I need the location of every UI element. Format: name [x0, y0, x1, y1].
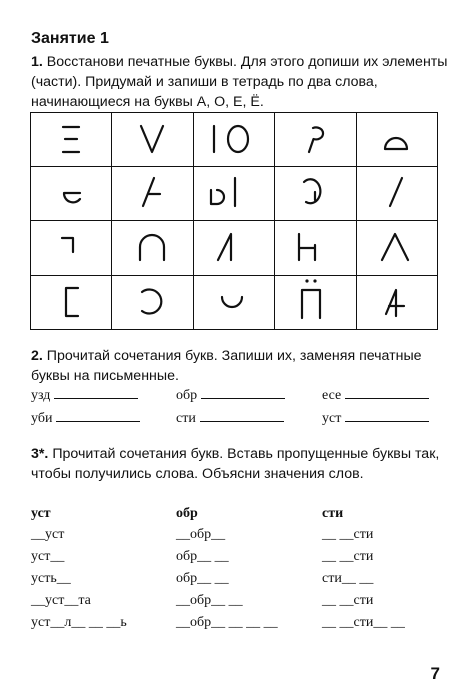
word-template: __ __сти: [322, 527, 374, 542]
exercise-2-instruction: [31, 346, 449, 386]
letter-fragment-1: [63, 127, 79, 152]
word-template: __ __сти: [322, 549, 374, 564]
page-number: 7: [430, 664, 440, 683]
letter-fragment-2: [141, 126, 163, 152]
letter-combination: узд: [31, 388, 138, 404]
letter-fragment-4: [309, 127, 323, 152]
word-template: __ __сти__ __: [322, 615, 405, 630]
letter-fragment-13: [218, 234, 231, 260]
word-template: __обр__ __: [176, 593, 243, 608]
letter-fragment-grid: [30, 112, 438, 330]
column-header: сти: [322, 506, 344, 521]
letter-fragment-8: [211, 178, 235, 206]
word-template: сти__ __: [322, 571, 374, 586]
letter-fragment-3: [214, 126, 248, 152]
letter-fragment-12: [140, 235, 164, 260]
letter-fragment-18: [222, 297, 242, 307]
letter-fragment-19: [302, 279, 320, 318]
exercise-number: 3*.: [31, 446, 49, 462]
word-template: __уст: [31, 527, 65, 542]
exercise-number: 2.: [31, 348, 43, 364]
letter-fragment-10: [390, 178, 402, 206]
word-template: __уст__та: [31, 593, 91, 608]
exercise-1-instruction: [31, 52, 449, 112]
letter-fragment-20: [386, 290, 404, 316]
letter-combination: уби: [31, 411, 140, 427]
column-header: обр: [176, 506, 198, 521]
letter-fragment-9: [304, 179, 320, 203]
letter-fragment-11: [62, 238, 73, 252]
word-template: усть__: [31, 571, 71, 586]
exercise-text: Восстанови печатные буквы. Для этого допиши их элементы (части). Придумай и запиши в тетрадь по два слова, начинающиеся на буквы А, О, Е, Ё.: [31, 54, 448, 110]
letter-fragment-6: [64, 193, 80, 202]
word-template: __ __сти: [322, 593, 374, 608]
letter-fragment-17: [142, 290, 161, 314]
column-header: уст: [31, 506, 51, 521]
letter-fragment-15: [382, 234, 408, 260]
letter-combination: есе: [322, 388, 429, 404]
word-template: __обр__ __ __ __: [176, 615, 278, 630]
letter-fragment-7: [143, 178, 160, 206]
letter-fragment-5: [385, 138, 407, 149]
word-template: обр__ __: [176, 549, 229, 564]
lesson-title: Занятие 1: [31, 30, 109, 47]
letter-fragment-14: [299, 234, 315, 260]
exercise-number: 1.: [31, 54, 43, 70]
letter-combination: сти: [176, 411, 284, 427]
letter-combination: уст: [322, 411, 429, 427]
exercise-text: Прочитай сочетания букв. Вставь пропущенные буквы так, чтобы получились слова. Объясни значения слов.: [31, 446, 440, 482]
word-template: обр__ __: [176, 571, 229, 586]
letter-fragment-16: [66, 288, 78, 316]
word-template: __обр__: [176, 527, 226, 542]
exercise-text: Прочитай сочетания букв. Запиши их, заменяя печатные буквы на письменные.: [31, 348, 422, 384]
exercise-3-instruction: [31, 444, 449, 484]
letter-combination: обр: [176, 388, 285, 404]
word-template: уст__: [31, 549, 65, 564]
word-template: уст__л__ __ __ь: [31, 615, 127, 630]
